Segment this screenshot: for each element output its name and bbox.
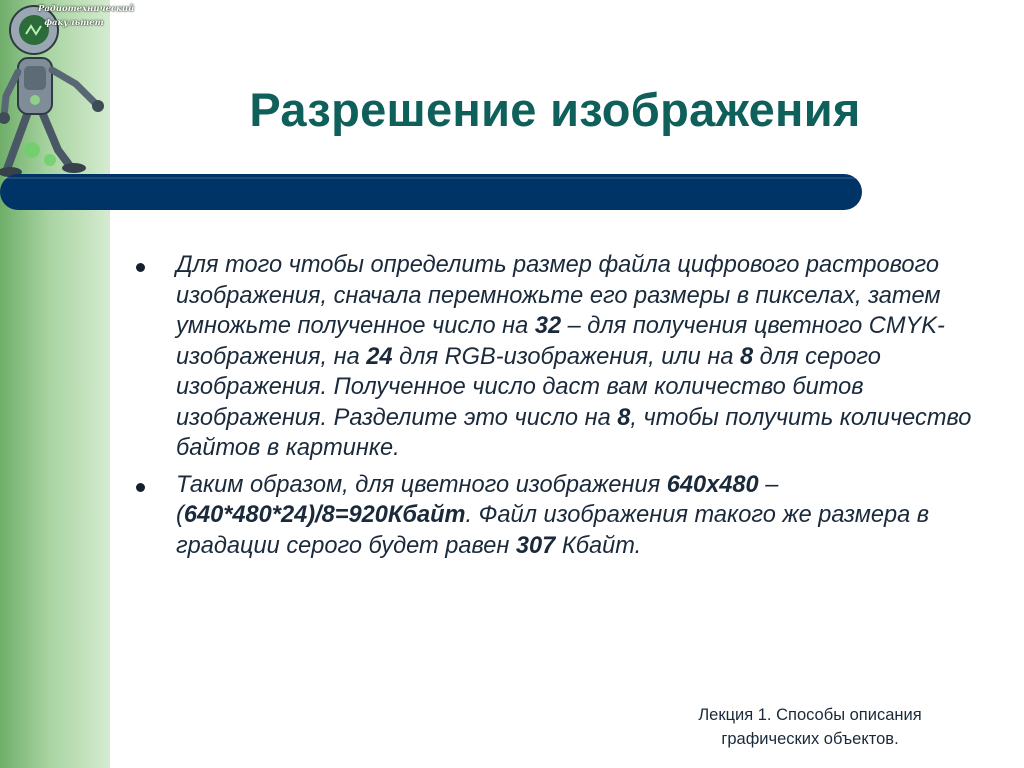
text-segment-bold: 307	[515, 532, 556, 559]
text-segment: , чтобы получить количество байтов в картинке.	[176, 404, 972, 461]
bullet-dot-icon	[136, 483, 145, 492]
bullet-text	[176, 252, 971, 461]
slide-footer	[660, 703, 960, 751]
text-segment: для RGB-изображения, или на	[392, 343, 740, 370]
text-segment-bold: 8	[740, 343, 754, 370]
text-segment: – для получения цветного CMYK- изображения, на	[176, 313, 945, 370]
logo-caption-line1: Радиотехнический	[38, 4, 135, 14]
text-segment: . Файл изображения такого же размера в градации серого будет равен	[176, 502, 930, 559]
footer-line2: графических объектов.	[721, 730, 899, 748]
logo-caption	[38, 2, 135, 30]
text-segment: Таким образом, для цветного изображения	[176, 471, 667, 498]
text-segment: – (	[176, 471, 779, 528]
logo-caption-line2: факультет	[44, 18, 104, 28]
text-segment-bold: 640x480	[666, 471, 759, 498]
bullet-text	[176, 472, 929, 559]
text-segment-bold: 32	[534, 313, 562, 339]
text-segment: Для того чтобы определить размер файла цифрового растрового изображения, сначала перемножьте его размеры в пикселах, затем умножьте полученное число на	[176, 252, 941, 339]
title-underline-bar	[0, 174, 862, 210]
text-segment: Кбайт.	[555, 532, 642, 559]
bullet-dot-icon	[136, 263, 145, 272]
slide-title: Разрешение изображения	[249, 83, 861, 136]
bullet-item	[134, 470, 994, 562]
text-segment-bold: 24	[366, 343, 393, 370]
text-segment-bold: 640*480*24)/8=920Кбайт	[183, 502, 466, 528]
text-segment-bold: 8	[617, 404, 631, 431]
bullet-item	[134, 250, 994, 464]
bullet-list	[134, 250, 994, 567]
footer-line1: Лекция 1. Способы описания	[698, 706, 922, 724]
faculty-logo	[0, 0, 135, 180]
text-segment: для серого изображения. Полученное число даст вам количество битов изображения. Разделите это число на	[176, 343, 881, 431]
